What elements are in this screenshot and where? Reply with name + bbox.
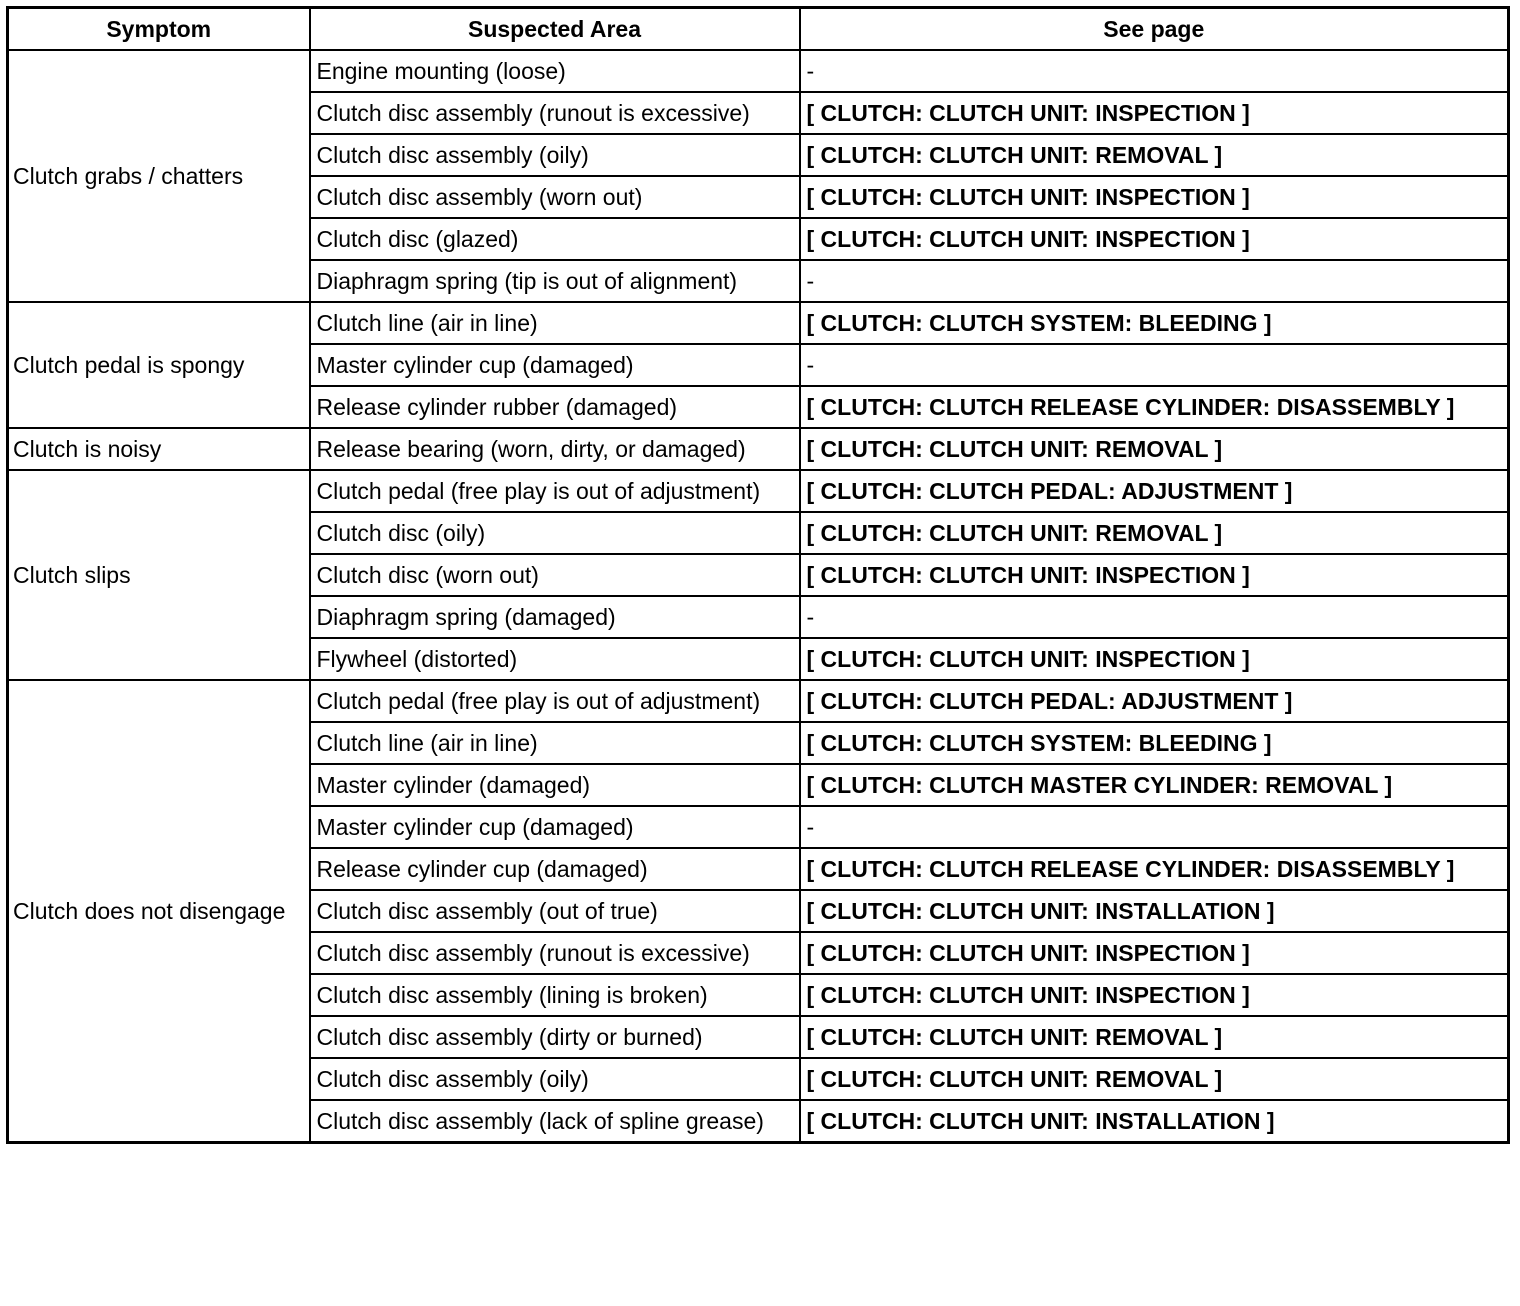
suspected-area-cell: Flywheel (distorted) xyxy=(310,638,800,680)
suspected-area-cell: Clutch disc assembly (oily) xyxy=(310,1058,800,1100)
suspected-area-cell: Release bearing (worn, dirty, or damaged) xyxy=(310,428,800,470)
see-page-cell: [ CLUTCH: CLUTCH RELEASE CYLINDER: DISASSEMBLY ] xyxy=(800,848,1509,890)
suspected-area-cell: Clutch disc (oily) xyxy=(310,512,800,554)
see-page-cell: [ CLUTCH: CLUTCH UNIT: INSTALLATION ] xyxy=(800,1100,1509,1143)
see-page-cell: [ CLUTCH: CLUTCH PEDAL: ADJUSTMENT ] xyxy=(800,470,1509,512)
suspected-area-cell: Clutch disc assembly (runout is excessive) xyxy=(310,932,800,974)
troubleshooting-table xyxy=(6,6,1510,1144)
see-page-cell: [ CLUTCH: CLUTCH UNIT: INSPECTION ] xyxy=(800,218,1509,260)
suspected-area-cell: Clutch pedal (free play is out of adjustment) xyxy=(310,470,800,512)
suspected-area-cell: Clutch disc assembly (out of true) xyxy=(310,890,800,932)
suspected-area-cell: Clutch disc (glazed) xyxy=(310,218,800,260)
suspected-area-cell: Release cylinder cup (damaged) xyxy=(310,848,800,890)
suspected-area-cell: Clutch disc assembly (runout is excessive) xyxy=(310,92,800,134)
table-row xyxy=(8,302,1509,344)
see-page-cell: [ CLUTCH: CLUTCH PEDAL: ADJUSTMENT ] xyxy=(800,680,1509,722)
see-page-cell: [ CLUTCH: CLUTCH UNIT: INSPECTION ] xyxy=(800,638,1509,680)
suspected-area-cell: Diaphragm spring (tip is out of alignment) xyxy=(310,260,800,302)
suspected-area-cell: Clutch disc assembly (oily) xyxy=(310,134,800,176)
symptom-cell: Clutch slips xyxy=(8,470,310,680)
table-body xyxy=(8,50,1509,1143)
suspected-area-cell: Clutch disc assembly (worn out) xyxy=(310,176,800,218)
see-page-cell: [ CLUTCH: CLUTCH UNIT: INSTALLATION ] xyxy=(800,890,1509,932)
see-page-cell: [ CLUTCH: CLUTCH SYSTEM: BLEEDING ] xyxy=(800,722,1509,764)
symptom-cell: Clutch does not disengage xyxy=(8,680,310,1143)
see-page-cell: [ CLUTCH: CLUTCH UNIT: INSPECTION ] xyxy=(800,554,1509,596)
see-page-cell: - xyxy=(800,260,1509,302)
table-row xyxy=(8,428,1509,470)
table-row xyxy=(8,470,1509,512)
see-page-cell: - xyxy=(800,596,1509,638)
header-row xyxy=(8,8,1509,51)
suspected-area-cell: Clutch line (air in line) xyxy=(310,722,800,764)
see-page-cell: [ CLUTCH: CLUTCH RELEASE CYLINDER: DISASSEMBLY ] xyxy=(800,386,1509,428)
see-page-cell: [ CLUTCH: CLUTCH UNIT: INSPECTION ] xyxy=(800,92,1509,134)
suspected-area-cell: Master cylinder cup (damaged) xyxy=(310,806,800,848)
suspected-area-cell: Clutch pedal (free play is out of adjustment) xyxy=(310,680,800,722)
see-page-cell: [ CLUTCH: CLUTCH UNIT: REMOVAL ] xyxy=(800,428,1509,470)
see-page-cell: - xyxy=(800,50,1509,92)
suspected-area-cell: Diaphragm spring (damaged) xyxy=(310,596,800,638)
see-page-cell: [ CLUTCH: CLUTCH UNIT: REMOVAL ] xyxy=(800,134,1509,176)
suspected-area-cell: Clutch line (air in line) xyxy=(310,302,800,344)
see-page-cell: [ CLUTCH: CLUTCH SYSTEM: BLEEDING ] xyxy=(800,302,1509,344)
table-row xyxy=(8,680,1509,722)
header-symptom: Symptom xyxy=(8,8,310,51)
see-page-cell: [ CLUTCH: CLUTCH MASTER CYLINDER: REMOVAL ] xyxy=(800,764,1509,806)
see-page-cell: [ CLUTCH: CLUTCH UNIT: REMOVAL ] xyxy=(800,1058,1509,1100)
header-see-page: See page xyxy=(800,8,1509,51)
suspected-area-cell: Clutch disc assembly (dirty or burned) xyxy=(310,1016,800,1058)
see-page-cell: - xyxy=(800,344,1509,386)
see-page-cell: [ CLUTCH: CLUTCH UNIT: INSPECTION ] xyxy=(800,176,1509,218)
symptom-cell: Clutch is noisy xyxy=(8,428,310,470)
suspected-area-cell: Master cylinder cup (damaged) xyxy=(310,344,800,386)
suspected-area-cell: Clutch disc assembly (lining is broken) xyxy=(310,974,800,1016)
suspected-area-cell: Clutch disc assembly (lack of spline grease) xyxy=(310,1100,800,1143)
suspected-area-cell: Engine mounting (loose) xyxy=(310,50,800,92)
see-page-cell: [ CLUTCH: CLUTCH UNIT: REMOVAL ] xyxy=(800,1016,1509,1058)
symptom-cell: Clutch grabs / chatters xyxy=(8,50,310,302)
see-page-cell: [ CLUTCH: CLUTCH UNIT: INSPECTION ] xyxy=(800,932,1509,974)
table-row xyxy=(8,50,1509,92)
symptom-cell: Clutch pedal is spongy xyxy=(8,302,310,428)
header-suspected-area: Suspected Area xyxy=(310,8,800,51)
suspected-area-cell: Release cylinder rubber (damaged) xyxy=(310,386,800,428)
table-header xyxy=(8,8,1509,51)
see-page-cell: - xyxy=(800,806,1509,848)
see-page-cell: [ CLUTCH: CLUTCH UNIT: INSPECTION ] xyxy=(800,974,1509,1016)
see-page-cell: [ CLUTCH: CLUTCH UNIT: REMOVAL ] xyxy=(800,512,1509,554)
suspected-area-cell: Master cylinder (damaged) xyxy=(310,764,800,806)
suspected-area-cell: Clutch disc (worn out) xyxy=(310,554,800,596)
